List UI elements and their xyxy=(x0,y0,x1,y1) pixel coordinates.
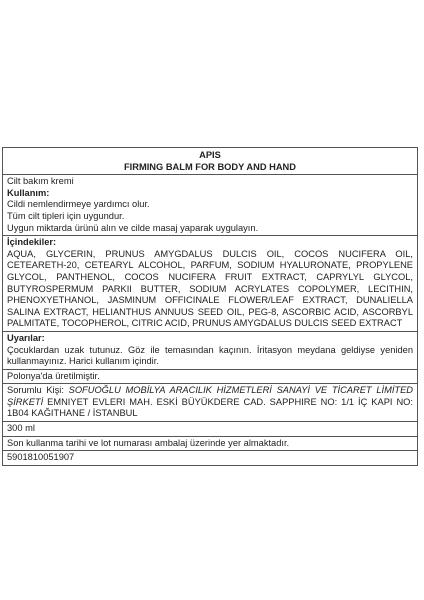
expiry-text: Son kullanma tarihi ve lot numarası ambalaj üzerinde yer almaktadır. xyxy=(7,437,290,448)
usage-line: Tüm cilt tipleri için uygundur. xyxy=(7,210,125,221)
ingredients-row xyxy=(3,235,417,331)
responsible-address: EMNIYET EVLERI MAH. ESKİ BÜYÜKDERE CAD. SAPPHIRE NO: 1/1 İÇ KAPI NO: 1B04 KAĞITHANE / İSTANBUL xyxy=(7,396,413,419)
product-label-table xyxy=(2,147,418,466)
barcode-number: 5901810051907 xyxy=(7,452,75,463)
responsible-label: Sorumlu Kişi: xyxy=(7,385,64,396)
warnings-row xyxy=(3,331,417,369)
ingredients-title: İçindekiler: xyxy=(7,237,57,248)
brand-name: APIS xyxy=(199,150,221,160)
barcode-row xyxy=(3,450,417,465)
volume-row xyxy=(3,421,417,436)
warnings-title: Uyarılar: xyxy=(7,332,45,343)
usage-row xyxy=(3,174,417,235)
usage-title: Kullanım: xyxy=(7,187,50,198)
header-row xyxy=(3,148,417,174)
responsible-row xyxy=(3,383,417,421)
responsible-company: SOFUOĞLU MOBİLYA ARACILIK HİZMETLERİ SANAYİ VE TİCARET LİMİTED ŞİRKETİ xyxy=(7,385,413,407)
usage-line: Cildi nemlendirmeye yardımcı olur. xyxy=(7,199,150,210)
expiry-row xyxy=(3,436,417,451)
product-name: FIRMING BALM FOR BODY AND HAND xyxy=(124,161,296,172)
product-description: Cilt bakım kremi xyxy=(7,176,74,187)
ingredients-text: AQUA, GLYCERIN, PRUNUS AMYGDALUS DULCIS OIL, COCOS NUCIFERA OIL, CETEARETH-20, CETEARYL ALCOHOL, PARFUM, SODIUM HYALURONATE, PROPYLENE GLYCOL, PANTHENOL, COCOS NUCIFERA FRUIT EXTRACT, CAPRYLYL GLYCOL, BUTYROSPERMUM PARKII BUTTER, SODIUM ACRYLATES COPOLYMER, LECITHIN, PHENOXYETHANOL, JASMINUM OFFICINALE FLOWER/LEAF EXTRACT, DUNALIELLA SALINA EXTRACT, HELIANTHUS ANNUUS SEED OIL, PEG-8, ASCORBIC ACID, ASCORBYL PALMITATE, TOCOPHEROL, CITRIC ACID, PRUNUS AMYGDALUS DULCIS SEED EXTRACT xyxy=(7,248,413,329)
origin-text: Polonya'da üretilmiştir. xyxy=(7,370,100,381)
usage-line: Uygun miktarda ürünü alın ve cilde masaj yaparak uygulayın. xyxy=(7,222,259,233)
origin-row xyxy=(3,369,417,384)
warnings-text: Çocuklardan uzak tutunuz. Göz ile temasından kaçının. İritasyon meydana geldiyse yeniden kullanmayınız. Harici kullanım içindir. xyxy=(7,344,413,367)
volume-text: 300 ml xyxy=(7,423,35,434)
